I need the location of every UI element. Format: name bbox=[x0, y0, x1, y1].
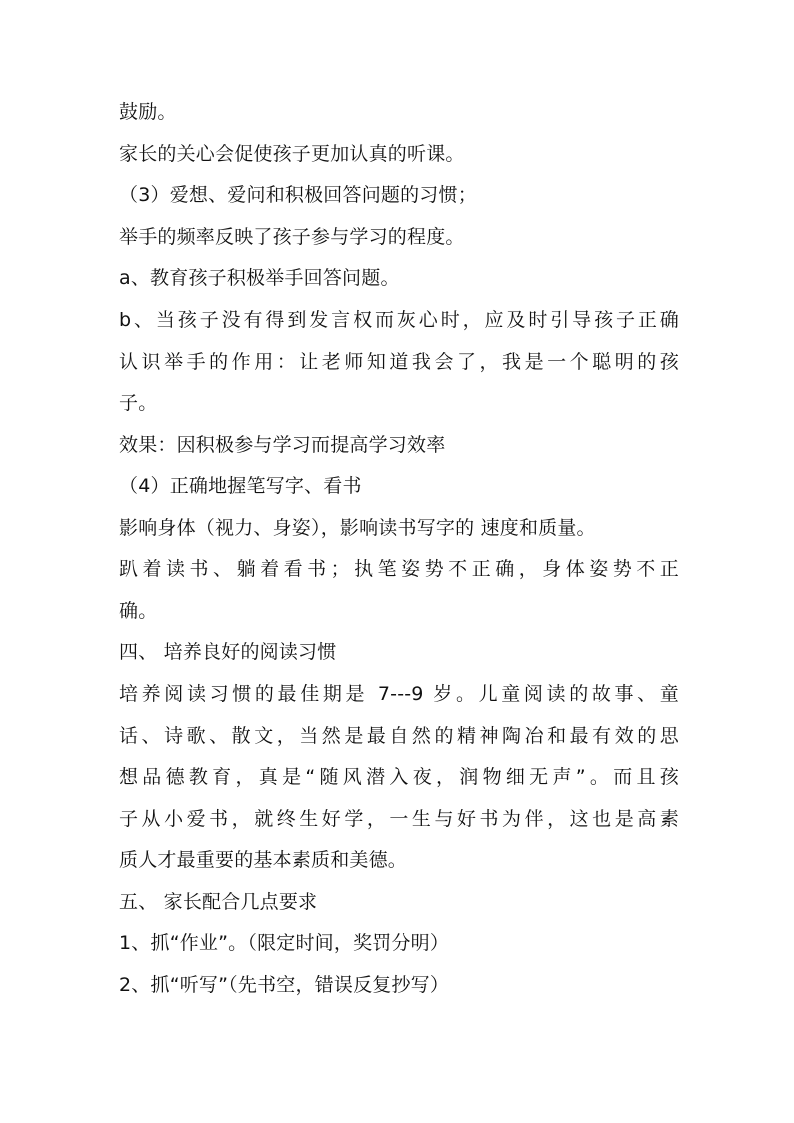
paragraph-line: 想品德教育，真是“随风潜入夜，润物细无声”。而且孩 bbox=[119, 766, 679, 788]
paragraph-line: 趴着读书、躺着看书；执笔姿势不正确，身体姿势不正 bbox=[119, 558, 679, 580]
paragraph-line: 培养阅读习惯的最佳期是 7---9 岁。儿童阅读的故事、童 bbox=[119, 683, 679, 705]
paragraph-line: 认识举手的作用：让老师知道我会了，我是一个聪明的孩 bbox=[119, 351, 679, 373]
section-heading: （3）爱想、爱问和积极回答问题的习惯； bbox=[119, 184, 477, 206]
paragraph-line: 子。 bbox=[119, 392, 158, 414]
section-heading: （4）正确地握笔写字、看书 bbox=[119, 475, 362, 497]
list-item: a、教育孩子积极举手回答问题。 bbox=[119, 267, 400, 289]
paragraph-line: 话、诗歌、散文，当然是最自然的精神陶冶和最有效的思 bbox=[119, 725, 679, 747]
list-item: 1、抓“作业”。（限定时间，奖罚分明） bbox=[119, 932, 450, 954]
paragraph-line: 举手的频率反映了孩子参与学习的程度。 bbox=[119, 226, 465, 248]
list-item: b、当孩子没有得到发言权而灰心时，应及时引导孩子正确 bbox=[119, 309, 679, 331]
paragraph-line: 质人才最重要的基本素质和美德。 bbox=[119, 849, 408, 871]
paragraph-line: 鼓励。 bbox=[119, 101, 177, 123]
paragraph-line: 影响身体（视力、身姿），影响读书写字的 速度和质量。 bbox=[119, 517, 596, 539]
paragraph-line: 子从小爱书，就终生好学，一生与好书为伴，这也是高素 bbox=[119, 808, 679, 830]
paragraph-line: 效果：因积极参与学习而提高学习效率 bbox=[119, 434, 446, 456]
chapter-heading: 五、 家长配合几点要求 bbox=[119, 891, 318, 913]
chapter-heading: 四、 培养良好的阅读习惯 bbox=[119, 641, 337, 663]
list-item: 2、抓“听写”（先书空，错误反复抄写） bbox=[119, 974, 450, 996]
paragraph-line: 确。 bbox=[119, 600, 158, 622]
paragraph-line: 家长的关心会促使孩子更加认真的听课。 bbox=[119, 143, 465, 165]
